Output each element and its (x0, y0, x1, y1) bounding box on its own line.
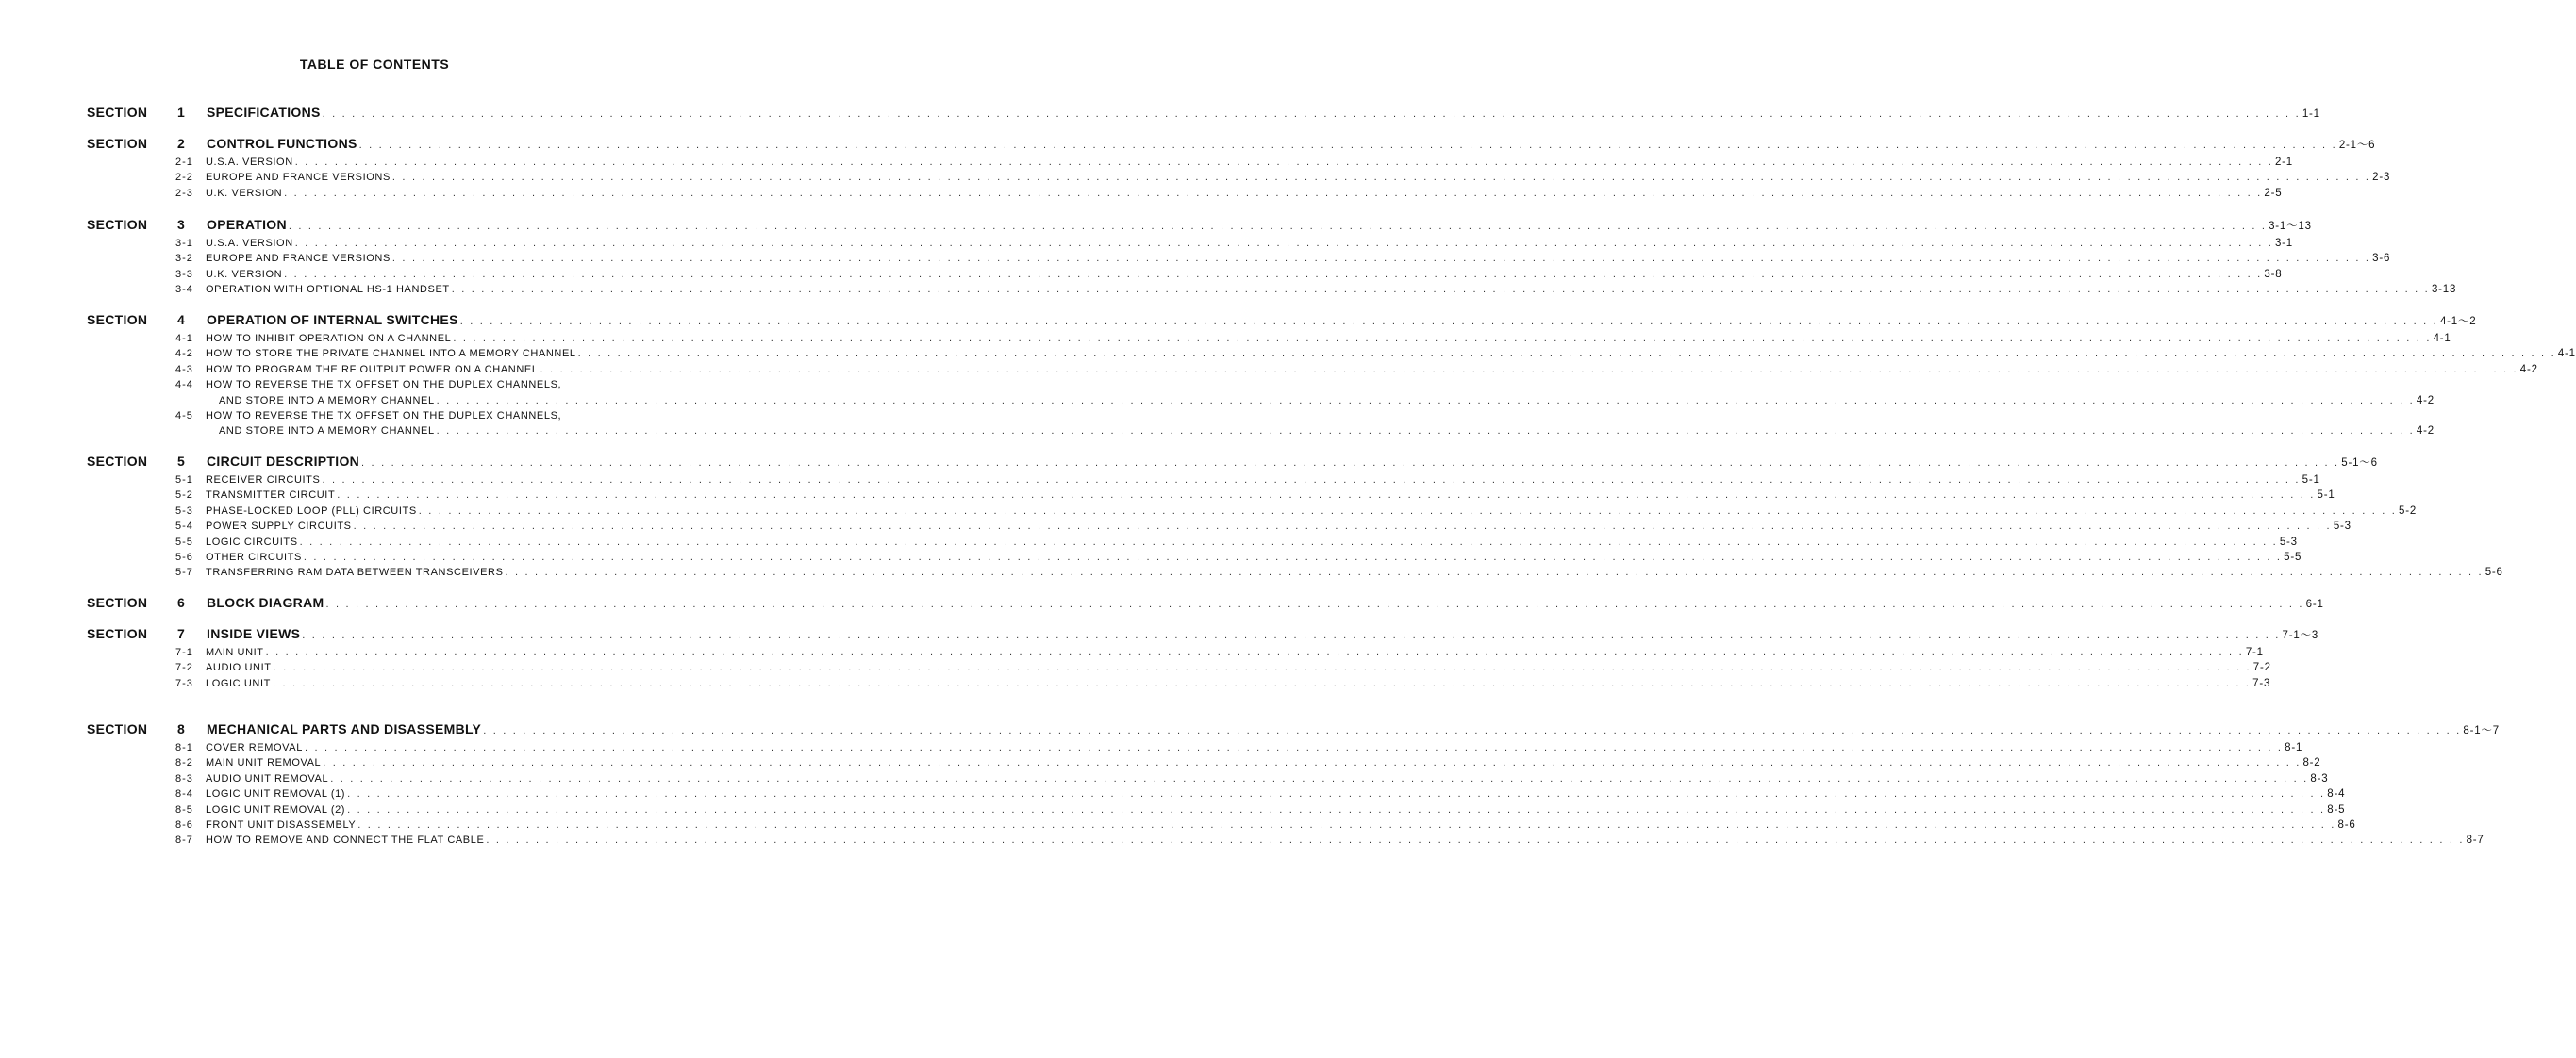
subsection-number: 4-1 (175, 333, 193, 344)
dot-leader: . . . . . . . . . . . . . . . . . . . . . . . . . . . . . . . . . . . . . . . . . . . . . . . . . . . . . . . . . . . . . . . . . . . . . . . . . . . . . . . . . . . . . . . . . . . . . . . . . . . . . . . . . . . . . . . . . . . . . . . . . . . . . . . . . . . . . . . . . . . . . . . . . . . . . . . . . . . . . . . . . . . . . . . . . . . . . . . . . . . . . . . . . . . . . . . . . . . . . . . . (284, 268, 2263, 280)
subsection-title: EUROPE AND FRANCE VERSIONS (206, 253, 391, 265)
section-entry[interactable] (207, 595, 2324, 614)
dot-leader: . . . . . . . . . . . . . . . . . . . . . . . . . . . . . . . . . . . . . . . . . . . . . . . . . . . . . . . . . . . . . . . . . . . . . . . . . . . . . . . . . . . . . . . . . . . . . . . . . . . . . . . . . . . . . . . . . . . . . . . . . . . . . . . . . . . . . . . . . . . . . . . . . . . . . . . . . . . . . . . . . . . . . . . . . . . . . . . . . . . . . . . . . . . . . . . . . . . . . . . . (294, 238, 2273, 249)
subsection-title: U.K. VERSION (206, 268, 283, 280)
subsection-title: HOW TO REVERSE THE TX OFFSET ON THE DUPLEX CHANNELS, (206, 410, 562, 422)
subsection-title: U.S.A. VERSION (206, 238, 293, 249)
section-page: 3-1～13 (2269, 221, 2312, 232)
subsection-title-continued: AND STORE INTO A MEMORY CHANNEL (219, 394, 435, 406)
section-title: INSIDE VIEWS (207, 626, 301, 641)
subsection-title: AUDIO UNIT (206, 662, 272, 674)
subsection-page: 2-5 (2264, 187, 2283, 199)
subsection-title: TRANSMITTER CIRCUIT (206, 489, 336, 502)
section-title: CONTROL FUNCTIONS (207, 136, 357, 151)
subsection-page: 5-3 (2333, 521, 2352, 533)
dot-leader: . . . . . . . . . . . . . . . . . . . . . . . . . . . . . . . . . . . . . . . . . . . . . . . . . . . . . . . . . . . . . . . . . . . . . . . . . . . . . . . . . . . . . . . . . . . . . . . . . . . . . . . . . . . . . . . . . . . . . . . . . . . . . . . . . . . . . . . . . . . . . . . . . . . . . . . . . . . . . . . . . . . . . . . . . . . . . . . . . . . . . . . . . . . . . . . . . . . . . . . . (453, 333, 2432, 344)
section-entry[interactable] (207, 105, 2320, 124)
subsection-entry[interactable] (175, 253, 2391, 268)
dot-leader: . . . . . . . . . . . . . . . . . . . . . . . . . . . . . . . . . . . . . . . . . . . . . . . . . . . . . . . . . . . . . . . . . . . . . . . . . . . . . . . . . . . . . . . . . . . . . . . . . . . . . . . . . . . . . . . . . . . . . . . . . . . . . . . . . . . . . . . . . . . . . . . . . . . . . . . . . . . . . . . . . . . . . . . . . . . . . . . . . . . . . . . . . . . . . . . . . . . . . . . . (325, 599, 2304, 610)
section-page: 7-1～3 (2282, 630, 2319, 641)
subsection-entry[interactable] (175, 742, 2303, 757)
subsection-title: HOW TO REMOVE AND CONNECT THE FLAT CABLE (206, 835, 485, 847)
section-number: 8 (177, 721, 185, 736)
subsection-entry[interactable] (175, 552, 2302, 567)
dot-leader: . . . . . . . . . . . . . . . . . . . . . . . . . . . . . . . . . . . . . . . . . . . . . . . . . . . . . . . . . . . . . . . . . . . . . . . . . . . . . . . . . . . . . . . . . . . . . . . . . . . . . . . . . . . . . . . . . . . . . . . . . . . . . . . . . . . . . . . . . . . . . . . . . . . . . . . . . . . . . . . . . . . . . . . . . . . . . . . . . . . . . . . . . . . . . . . . . . . . . . . . (265, 647, 2244, 658)
section-number: 4 (177, 312, 185, 327)
section-label: SECTION (87, 721, 148, 736)
subsection-number: 8-1 (175, 742, 193, 753)
subsection-entry[interactable] (175, 474, 2320, 489)
subsection-entry-continued[interactable] (219, 425, 2435, 440)
subsection-title-continued: AND STORE INTO A MEMORY CHANNEL (219, 425, 435, 438)
subsection-title: U.K. VERSION (206, 187, 283, 199)
subsection-number: 4-4 (175, 379, 193, 391)
subsection-page: 5-6 (2485, 567, 2503, 579)
subsection-title: MAIN UNIT (206, 647, 264, 658)
subsection-entry[interactable] (175, 489, 2335, 504)
subsection-entry[interactable] (175, 647, 2264, 662)
subsection-entry[interactable] (175, 348, 2576, 363)
subsection-entry[interactable] (175, 238, 2294, 253)
subsection-number: 5-4 (175, 521, 193, 533)
dot-leader: . . . . . . . . . . . . . . . . . . . . . . . . . . . . . . . . . . . . . . . . . . . . . . . . . . . . . . . . . . . . . . . . . . . . . . . . . . . . . . . . . . . . . . . . . . . . . . . . . . . . . . . . . . . . . . . . . . . . . . . . . . . . . . . . . . . . . . . . . . . . . . . . . . . . . . . . . . . . . . . . . . . . . . . . . . . . . . . . . . . . . . . . . . . . . . . . . . . . . . . . (330, 772, 2309, 785)
section-title: OPERATION OF INTERNAL SWITCHES (207, 312, 458, 327)
dot-leader: . . . . . . . . . . . . . . . . . . . . . . . . . . . . . . . . . . . . . . . . . . . . . . . . . . . . . . . . . . . . . . . . . . . . . . . . . . . . . . . . . . . . . . . . . . . . . . . . . . . . . . . . . . . . . . . . . . . . . . . . . . . . . . . . . . . . . . . . . . . . . . . . . . . . . . . . . . . . . . . . . . . . . . . . . . . . . . . . . . . . . . . . . . . . . . . . . . . . . . . . (273, 662, 2252, 674)
subsection-number: 5-3 (175, 504, 193, 517)
subsection-title: LOGIC CIRCUITS (206, 536, 298, 548)
subsection-entry[interactable] (175, 363, 2538, 379)
subsection-page: 8-2 (2302, 757, 2321, 769)
subsection-title: FRONT UNIT DISASSEMBLY (206, 819, 357, 831)
subsection-page: 4-2 (2416, 394, 2435, 406)
section-title: OPERATION (207, 217, 287, 232)
dot-leader: . . . . . . . . . . . . . . . . . . . . . . . . . . . . . . . . . . . . . . . . . . . . . . . . . . . . . . . . . . . . . . . . . . . . . . . . . . . . . . . . . . . . . . . . . . . . . . . . . . . . . . . . . . . . . . . . . . . . . . . . . . . . . . . . . . . . . . . . . . . . . . . . . . . . . . . . . . . . . . . . . . . . . . . . . . . . . . . . . . . . . . . . . . . . . . . . . . . . . . . . (304, 742, 2284, 753)
section-entry[interactable] (207, 721, 2500, 740)
subsection-number: 2-3 (175, 187, 193, 199)
subsection-title: MAIN UNIT REMOVAL (206, 757, 322, 769)
subsection-title: HOW TO PROGRAM THE RF OUTPUT POWER ON A CHANNEL (206, 363, 539, 375)
dot-leader: . . . . . . . . . . . . . . . . . . . . . . . . . . . . . . . . . . . . . . . . . . . . . . . . . . . . . . . . . . . . . . . . . . . . . . . . . . . . . . . . . . . . . . . . . . . . . . . . . . . . . . . . . . . . . . . . . . . . . . . . . . . . . . . . . . . . . . . . . . . . . . . . . . . . . . . . . . . . . . . . . . . . . . . . . . . . . . . . . . . . . . . . . . . . . . . . . . . . . . . . (436, 425, 2415, 438)
subsection-title: OPERATION WITH OPTIONAL HS-1 HANDSET (206, 284, 450, 296)
subsection-page: 8-3 (2310, 772, 2329, 785)
subsection-page: 2-1 (2274, 157, 2294, 168)
subsection-entry[interactable] (175, 772, 2329, 788)
subsection-page: 3-6 (2372, 253, 2391, 265)
subsection-number: 8-7 (175, 835, 193, 847)
dot-leader: . . . . . . . . . . . . . . . . . . . . . . . . . . . . . . . . . . . . . . . . . . . . . . . . . . . . . . . . . . . . . . . . . . . . . . . . . . . . . . . . . . . . . . . . . . . . . . . . . . . . . . . . . . . . . . . . . . . . . . . . . . . . . . . . . . . . . . . . . . . . . . . . . . . . . . . . . . . . . . . . . . . . . . . . . . . . . . . . . . . . . . . . . . . . . . . . . . . . . . . . (347, 788, 2326, 801)
subsection-entry[interactable] (175, 172, 2391, 187)
subsection-page: 5-1 (2302, 474, 2320, 486)
subsection-number: 8-4 (175, 788, 193, 801)
section-page: 2-1～6 (2338, 140, 2376, 151)
section-number: 3 (177, 217, 185, 232)
section-entry[interactable] (207, 217, 2312, 236)
subsection-number: 2-2 (175, 172, 193, 184)
subsection-title: OTHER CIRCUITS (206, 552, 302, 563)
subsection-entry[interactable] (175, 757, 2321, 772)
subsection-number: 8-2 (175, 757, 193, 769)
subsection-number: 5-1 (175, 474, 193, 486)
subsection-page: 7-3 (2252, 677, 2271, 689)
dot-leader: . . . . . . . . . . . . . . . . . . . . . . . . . . . . . . . . . . . . . . . . . . . . . . . . . . . . . . . . . . . . . . . . . . . . . . . . . . . . . . . . . . . . . . . . . . . . . . . . . . . . . . . . . . . . . . . . . . . . . . . . . . . . . . . . . . . . . . . . . . . . . . . . . . . . . . . . . . . . . . . . . . . . . . . . . . . . . . . . . . . . . . . . . . . . . . . . . . . . . . . . (486, 835, 2465, 847)
subsection-title: HOW TO REVERSE THE TX OFFSET ON THE DUPLEX CHANNELS, (206, 379, 562, 391)
subsection-title: RECEIVER CIRCUITS (206, 474, 321, 486)
subsection-entry[interactable] (175, 157, 2294, 172)
section-title: SPECIFICATIONS (207, 105, 321, 120)
dot-leader: . . . . . . . . . . . . . . . . . . . . . . . . . . . . . . . . . . . . . . . . . . . . . . . . . . . . . . . . . . . . . . . . . . . . . . . . . . . . . . . . . . . . . . . . . . . . . . . . . . . . . . . . . . . . . . . . . . . . . . . . . . . . . . . . . . . . . . . . . . . . . . . . . . . . . . . . . . . . . . . . . . . . . . . . . . . . . . . . . . . . . . . . . . . . . . . . . . . . . . . . (483, 725, 2462, 736)
subsection-number: 4-2 (175, 348, 193, 360)
subsection-page: 3-8 (2264, 268, 2283, 280)
dot-leader: . . . . . . . . . . . . . . . . . . . . . . . . . . . . . . . . . . . . . . . . . . . . . . . . . . . . . . . . . . . . . . . . . . . . . . . . . . . . . . . . . . . . . . . . . . . . . . . . . . . . . . . . . . . . . . . . . . . . . . . . . . . . . . . . . . . . . . . . . . . . . . . . . . . . . . . . . . . . . . . . . . . . . . . . . . . . . . . . . . . . . . . . . . . . . . . . . . . . . . . . (361, 457, 2340, 469)
dot-leader: . . . . . . . . . . . . . . . . . . . . . . . . . . . . . . . . . . . . . . . . . . . . . . . . . . . . . . . . . . . . . . . . . . . . . . . . . . . . . . . . . . . . . . . . . . . . . . . . . . . . . . . . . . . . . . . . . . . . . . . . . . . . . . . . . . . . . . . . . . . . . . . . . . . . . . . . . . . . . . . . . . . . . . . . . . . . . . . . . . . . . . . . . . . . . . . . . . . . . . . . (337, 489, 2316, 502)
dot-leader: . . . . . . . . . . . . . . . . . . . . . . . . . . . . . . . . . . . . . . . . . . . . . . . . . . . . . . . . . . . . . . . . . . . . . . . . . . . . . . . . . . . . . . . . . . . . . . . . . . . . . . . . . . . . . . . . . . . . . . . . . . . . . . . . . . . . . . . . . . . . . . . . . . . . . . . . . . . . . . . . . . . . . . . . . . . . . . . . . . . . . . . . . . . . . . . . . . . . . . . . (459, 316, 2438, 327)
subsection-page: 8-5 (2327, 803, 2346, 816)
dot-leader: . . . . . . . . . . . . . . . . . . . . . . . . . . . . . . . . . . . . . . . . . . . . . . . . . . . . . . . . . . . . . . . . . . . . . . . . . . . . . . . . . . . . . . . . . . . . . . . . . . . . . . . . . . . . . . . . . . . . . . . . . . . . . . . . . . . . . . . . . . . . . . . . . . . . . . . . . . . . . . . . . . . . . . . . . . . . . . . . . . . . . . . . . . . . . . . . . . . . . . . . (322, 108, 2301, 120)
section-label: SECTION (87, 454, 148, 469)
section-entry[interactable] (207, 312, 2477, 331)
dot-leader: . . . . . . . . . . . . . . . . . . . . . . . . . . . . . . . . . . . . . . . . . . . . . . . . . . . . . . . . . . . . . . . . . . . . . . . . . . . . . . . . . . . . . . . . . . . . . . . . . . . . . . . . . . . . . . . . . . . . . . . . . . . . . . . . . . . . . . . . . . . . . . . . . . . . . . . . . . . . . . . . . . . . . . . . . . . . . . . . . . . . . . . . . . . . . . . . . . . . . . . . (303, 552, 2283, 563)
section-label: SECTION (87, 136, 148, 151)
subsection-number: 5-5 (175, 536, 193, 548)
section-label: SECTION (87, 595, 148, 610)
section-number: 2 (177, 136, 185, 151)
subsection-title: LOGIC UNIT REMOVAL (1) (206, 788, 346, 801)
subsection-entry[interactable] (175, 333, 2451, 348)
dot-leader: . . . . . . . . . . . . . . . . . . . . . . . . . . . . . . . . . . . . . . . . . . . . . . . . . . . . . . . . . . . . . . . . . . . . . . . . . . . . . . . . . . . . . . . . . . . . . . . . . . . . . . . . . . . . . . . . . . . . . . . . . . . . . . . . . . . . . . . . . . . . . . . . . . . . . . . . . . . . . . . . . . . . . . . . . . . . . . . . . . . . . . . . . . . . . . . . . . . . . . . . (302, 630, 2281, 641)
dot-leader: . . . . . . . . . . . . . . . . . . . . . . . . . . . . . . . . . . . . . . . . . . . . . . . . . . . . . . . . . . . . . . . . . . . . . . . . . . . . . . . . . . . . . . . . . . . . . . . . . . . . . . . . . . . . . . . . . . . . . . . . . . . . . . . . . . . . . . . . . . . . . . . . . . . . . . . . . . . . . . . . . . . . . . . . . . . . . . . . . . . . . . . . . . . . . . . . . . . . . . . . (451, 284, 2430, 296)
subsection-page: 4-2 (2519, 363, 2538, 375)
section-entry[interactable] (207, 136, 2376, 155)
dot-leader: . . . . . . . . . . . . . . . . . . . . . . . . . . . . . . . . . . . . . . . . . . . . . . . . . . . . . . . . . . . . . . . . . . . . . . . . . . . . . . . . . . . . . . . . . . . . . . . . . . . . . . . . . . . . . . . . . . . . . . . . . . . . . . . . . . . . . . . . . . . . . . . . . . . . . . . . . . . . . . . . . . . . . . . . . . . . . . . . . . . . . . . . . . . . . . . . . . . . . . . . (284, 187, 2263, 199)
dot-leader: . . . . . . . . . . . . . . . . . . . . . . . . . . . . . . . . . . . . . . . . . . . . . . . . . . . . . . . . . . . . . . . . . . . . . . . . . . . . . . . . . . . . . . . . . . . . . . . . . . . . . . . . . . . . . . . . . . . . . . . . . . . . . . . . . . . . . . . . . . . . . . . . . . . . . . . . . . . . . . . . . . . . . . . . . . . . . . . . . . . . . . . . . . . . . . . . . . . . . . . . (323, 757, 2302, 769)
dot-leader: . . . . . . . . . . . . . . . . . . . . . . . . . . . . . . . . . . . . . . . . . . . . . . . . . . . . . . . . . . . . . . . . . . . . . . . . . . . . . . . . . . . . . . . . . . . . . . . . . . . . . . . . . . . . . . . . . . . . . . . . . . . . . . . . . . . . . . . . . . . . . . . . . . . . . . . . . . . . . . . . . . . . . . . . . . . . . . . . . . . . . . . . . . . . . . . . . . . . . . . . (347, 803, 2326, 816)
section-number: 6 (177, 595, 185, 610)
section-page: 4-1～2 (2439, 316, 2477, 327)
subsection-page: 4-1 (2433, 333, 2451, 344)
subsection-number: 5-7 (175, 567, 193, 579)
subsection-title: TRANSFERRING RAM DATA BETWEEN TRANSCEIVERS (206, 567, 504, 579)
dot-leader: . . . . . . . . . . . . . . . . . . . . . . . . . . . . . . . . . . . . . . . . . . . . . . . . . . . . . . . . . . . . . . . . . . . . . . . . . . . . . . . . . . . . . . . . . . . . . . . . . . . . . . . . . . . . . . . . . . . . . . . . . . . . . . . . . . . . . . . . . . . . . . . . . . . . . . . . . . . . . . . . . . . . . . . . . . . . . . . . . . . . . . . . . . . . . . . . . . . . . . . . (391, 253, 2371, 265)
subsection-entry[interactable] (175, 662, 2271, 677)
subsection-page: 5-3 (2279, 536, 2298, 548)
subsection-number: 5-2 (175, 489, 193, 502)
subsection-page: 3-13 (2431, 284, 2457, 296)
subsection-page: 5-1 (2317, 489, 2335, 502)
section-page: 8-1～7 (2463, 725, 2500, 736)
subsection-title: POWER SUPPLY CIRCUITS (206, 521, 352, 533)
subsection-entry[interactable] (175, 379, 673, 394)
subsection-number: 8-6 (175, 819, 193, 831)
subsection-entry-continued[interactable] (219, 394, 2435, 410)
dot-leader: . . . . . . . . . . . . . . . . . . . . . . . . . . . . . . . . . . . . . . . . . . . . . . . . . . . . . . . . . . . . . . . . . . . . . . . . . . . . . . . . . . . . . . . . . . . . . . . . . . . . . . . . . . . . . . . . . . . . . . . . . . . . . . . . . . . . . . . . . . . . . . . . . . . . . . . . . . . . . . . . . . . . . . . . . . . . . . . . . . . . . . . . . . . . . . . . . . . . . . . . (505, 567, 2484, 579)
subsection-page: 5-2 (2399, 504, 2418, 517)
section-page: 1-1 (2302, 108, 2320, 120)
dot-leader: . . . . . . . . . . . . . . . . . . . . . . . . . . . . . . . . . . . . . . . . . . . . . . . . . . . . . . . . . . . . . . . . . . . . . . . . . . . . . . . . . . . . . . . . . . . . . . . . . . . . . . . . . . . . . . . . . . . . . . . . . . . . . . . . . . . . . . . . . . . . . . . . . . . . . . . . . . . . . . . . . . . . . . . . . . . . . . . . . . . . . . . . . . . . . . . . . . . . . . . . (577, 348, 2556, 360)
subsection-page: 7-2 (2252, 662, 2271, 674)
subsection-page: 4-1 (2557, 348, 2576, 360)
subsection-entry[interactable] (175, 187, 2283, 203)
subsection-page: 7-1 (2245, 647, 2264, 658)
section-number: 1 (177, 105, 185, 120)
section-number: 7 (177, 626, 185, 641)
subsection-number: 3-3 (175, 268, 193, 280)
section-entry[interactable] (207, 626, 2319, 645)
subsection-title: HOW TO STORE THE PRIVATE CHANNEL INTO A MEMORY CHANNEL (206, 348, 576, 360)
subsection-title: AUDIO UNIT REMOVAL (206, 772, 329, 785)
section-title: BLOCK DIAGRAM (207, 595, 324, 610)
subsection-number: 3-1 (175, 238, 193, 249)
section-title: CIRCUIT DESCRIPTION (207, 454, 360, 469)
dot-leader: . . . . . . . . . . . . . . . . . . . . . . . . . . . . . . . . . . . . . . . . . . . . . . . . . . . . . . . . . . . . . . . . . . . . . . . . . . . . . . . . . . . . . . . . . . . . . . . . . . . . . . . . . . . . . . . . . . . . . . . . . . . . . . . . . . . . . . . . . . . . . . . . . . . . . . . . . . . . . . . . . . . . . . . . . . . . . . . . . . . . . . . . . . . . . . . . . . . . . . . . (418, 504, 2397, 517)
subsection-title: LOGIC UNIT (206, 677, 271, 689)
subsection-page: 8-6 (2337, 819, 2356, 831)
subsection-page: 8-1 (2285, 742, 2303, 753)
dot-leader: . . . . . . . . . . . . . . . . . . . . . . . . . . . . . . . . . . . . . . . . . . . . . . . . . . . . . . . . . . . . . . . . . . . . . . . . . . . . . . . . . . . . . . . . . . . . . . . . . . . . . . . . . . . . . . . . . . . . . . . . . . . . . . . . . . . . . . . . . . . . . . . . . . . . . . . . . . . . . . . . . . . . . . . . . . . . . . . . . . . . . . . . . . . . . . . . . . . . . . . . (299, 536, 2278, 548)
subsection-entry[interactable] (175, 819, 2356, 835)
dot-leader: . . . . . . . . . . . . . . . . . . . . . . . . . . . . . . . . . . . . . . . . . . . . . . . . . . . . . . . . . . . . . . . . . . . . . . . . . . . . . . . . . . . . . . . . . . . . . . . . . . . . . . . . . . . . . . . . . . . . . . . . . . . . . . . . . . . . . . . . . . . . . . . . . . . . . . . . . . . . . . . . . . . . . . . . . . . . . . . . . . . . . . . . . . . . . . . . . . . . . . . . (357, 819, 2336, 831)
section-label: SECTION (87, 217, 148, 232)
dot-leader: . . . . . . . . . . . . . . . . . . . . . . . . . . . . . . . . . . . . . . . . . . . . . . . . . . . . . . . . . . . . . . . . . . . . . . . . . . . . . . . . . . . . . . . . . . . . . . . . . . . . . . . . . . . . . . . . . . . . . . . . . . . . . . . . . . . . . . . . . . . . . . . . . . . . . . . . . . . . . . . . . . . . . . . . . . . . . . . . . . . . . . . . . . . . . . . . . . . . . . . . (294, 157, 2273, 168)
dot-leader: . . . . . . . . . . . . . . . . . . . . . . . . . . . . . . . . . . . . . . . . . . . . . . . . . . . . . . . . . . . . . . . . . . . . . . . . . . . . . . . . . . . . . . . . . . . . . . . . . . . . . . . . . . . . . . . . . . . . . . . . . . . . . . . . . . . . . . . . . . . . . . . . . . . . . . . . . . . . . . . . . . . . . . . . . . . . . . . . . . . . . . . . . . . . . . . . . . . . . . . . (391, 172, 2371, 184)
subsection-number: 8-5 (175, 803, 193, 816)
subsection-number: 2-1 (175, 157, 193, 168)
dot-leader: . . . . . . . . . . . . . . . . . . . . . . . . . . . . . . . . . . . . . . . . . . . . . . . . . . . . . . . . . . . . . . . . . . . . . . . . . . . . . . . . . . . . . . . . . . . . . . . . . . . . . . . . . . . . . . . . . . . . . . . . . . . . . . . . . . . . . . . . . . . . . . . . . . . . . . . . . . . . . . . . . . . . . . . . . . . . . . . . . . . . . . . . . . . . . . . . . . . . . . . . (358, 140, 2337, 151)
section-entry[interactable] (207, 454, 2378, 472)
subsection-number: 7-2 (175, 662, 193, 674)
subsection-title: COVER REMOVAL (206, 742, 303, 753)
subsection-title: HOW TO INHIBIT OPERATION ON A CHANNEL (206, 333, 452, 344)
subsection-title: EUROPE AND FRANCE VERSIONS (206, 172, 391, 184)
subsection-page: 4-2 (2416, 425, 2435, 438)
subsection-number: 4-3 (175, 363, 193, 375)
subsection-title: LOGIC UNIT REMOVAL (2) (206, 803, 346, 816)
dot-leader: . . . . . . . . . . . . . . . . . . . . . . . . . . . . . . . . . . . . . . . . . . . . . . . . . . . . . . . . . . . . . . . . . . . . . . . . . . . . . . . . . . . . . . . . . . . . . . . . . . . . . . . . . . . . . . . . . . . . . . . . . . . . . . . . . . . . . . . . . . . . . . . . . . . . . . . . . . . . . . . . . . . . . . . . . . . . . . . . . . . . . . . . . . . . . . . . . . . . . . . . (322, 474, 2301, 486)
subsection-page: 5-5 (2284, 552, 2302, 563)
subsection-entry[interactable] (175, 567, 2503, 582)
section-page: 6-1 (2305, 599, 2324, 610)
subsection-entry[interactable] (175, 410, 673, 425)
subsection-entry[interactable] (175, 536, 2298, 552)
subsection-title: U.S.A. VERSION (206, 157, 293, 168)
subsection-number: 3-4 (175, 284, 193, 296)
section-title: MECHANICAL PARTS AND DISASSEMBLY (207, 721, 482, 736)
dot-leader: . . . . . . . . . . . . . . . . . . . . . . . . . . . . . . . . . . . . . . . . . . . . . . . . . . . . . . . . . . . . . . . . . . . . . . . . . . . . . . . . . . . . . . . . . . . . . . . . . . . . . . . . . . . . . . . . . . . . . . . . . . . . . . . . . . . . . . . . . . . . . . . . . . . . . . . . . . . . . . . . . . . . . . . . . . . . . . . . . . . . . . . . . . . . . . . . . . . . . . . . (272, 677, 2252, 689)
section-label: SECTION (87, 312, 148, 327)
section-number: 5 (177, 454, 185, 469)
page-title: TABLE OF CONTENTS (299, 57, 450, 72)
subsection-title: PHASE-LOCKED LOOP (PLL) CIRCUITS (206, 504, 417, 517)
subsection-number: 7-3 (175, 677, 193, 689)
dot-leader: . . . . . . . . . . . . . . . . . . . . . . . . . . . . . . . . . . . . . . . . . . . . . . . . . . . . . . . . . . . . . . . . . . . . . . . . . . . . . . . . . . . . . . . . . . . . . . . . . . . . . . . . . . . . . . . . . . . . . . . . . . . . . . . . . . . . . . . . . . . . . . . . . . . . . . . . . . . . . . . . . . . . . . . . . . . . . . . . . . . . . . . . . . . . . . . . . . . . . . . . (540, 363, 2518, 375)
subsection-entry[interactable] (175, 284, 2457, 299)
subsection-page: 2-3 (2372, 172, 2391, 184)
subsection-entry[interactable] (175, 268, 2283, 284)
subsection-page: 8-7 (2466, 835, 2485, 847)
subsection-number: 4-5 (175, 410, 193, 422)
subsection-entry[interactable] (175, 504, 2418, 521)
dot-leader: . . . . . . . . . . . . . . . . . . . . . . . . . . . . . . . . . . . . . . . . . . . . . . . . . . . . . . . . . . . . . . . . . . . . . . . . . . . . . . . . . . . . . . . . . . . . . . . . . . . . . . . . . . . . . . . . . . . . . . . . . . . . . . . . . . . . . . . . . . . . . . . . . . . . . . . . . . . . . . . . . . . . . . . . . . . . . . . . . . . . . . . . . . . . . . . . . . . . . . . . (353, 521, 2332, 533)
section-page: 5-1～6 (2341, 457, 2378, 469)
dot-leader: . . . . . . . . . . . . . . . . . . . . . . . . . . . . . . . . . . . . . . . . . . . . . . . . . . . . . . . . . . . . . . . . . . . . . . . . . . . . . . . . . . . . . . . . . . . . . . . . . . . . . . . . . . . . . . . . . . . . . . . . . . . . . . . . . . . . . . . . . . . . . . . . . . . . . . . . . . . . . . . . . . . . . . . . . . . . . . . . . . . . . . . . . . . . . . . . . . . . . . . . (436, 394, 2415, 406)
subsection-number: 5-6 (175, 552, 193, 563)
subsection-entry[interactable] (175, 803, 2346, 819)
subsection-number: 7-1 (175, 647, 193, 658)
subsection-entry[interactable] (175, 788, 2346, 803)
subsection-entry[interactable] (175, 835, 2485, 850)
subsection-page: 3-1 (2274, 238, 2294, 249)
subsection-entry[interactable] (175, 521, 2352, 536)
subsection-entry[interactable] (175, 677, 2271, 693)
subsection-number: 8-3 (175, 772, 193, 785)
section-label: SECTION (87, 105, 148, 120)
section-label: SECTION (87, 626, 148, 641)
subsection-number: 3-2 (175, 253, 193, 265)
dot-leader: . . . . . . . . . . . . . . . . . . . . . . . . . . . . . . . . . . . . . . . . . . . . . . . . . . . . . . . . . . . . . . . . . . . . . . . . . . . . . . . . . . . . . . . . . . . . . . . . . . . . . . . . . . . . . . . . . . . . . . . . . . . . . . . . . . . . . . . . . . . . . . . . . . . . . . . . . . . . . . . . . . . . . . . . . . . . . . . . . . . . . . . . . . . . . . . . . . . . . . . . (288, 221, 2268, 232)
subsection-page: 8-4 (2327, 788, 2346, 801)
